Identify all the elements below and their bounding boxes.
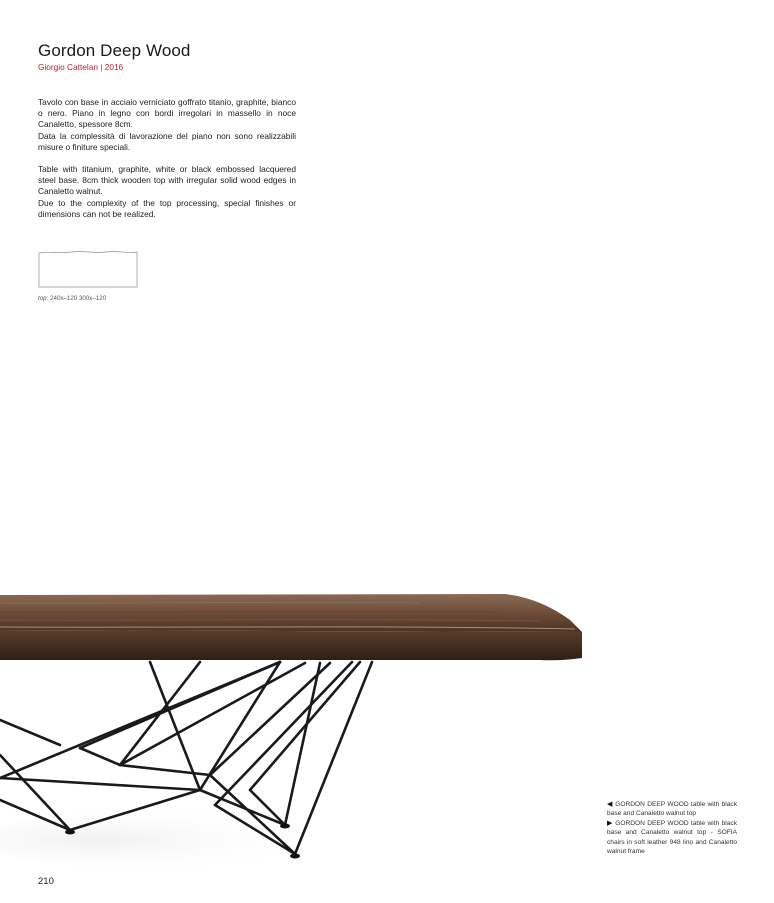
floor-shadow bbox=[0, 810, 380, 870]
wooden-table-top bbox=[0, 594, 582, 660]
description-en-paragraph: Due to the complexity of the top processing, special finishes or dimensions can not be realized. bbox=[38, 197, 296, 219]
caption-text: GORDON DEEP WOOD table with black base and Canaletto walnut top bbox=[607, 801, 737, 818]
page-number: 210 bbox=[38, 876, 54, 887]
description-it-paragraph: Tavolo con base in acciaio verniciato goffrato titanio, graphite, bianco o nero. Piano in legno con bordi irregolari in massello in noce Canaletto, spessore 8cm. bbox=[38, 97, 296, 130]
designer-credit: Giorgio Cattelan | 2016 bbox=[38, 62, 124, 72]
right-arrow-icon: ▶ bbox=[607, 819, 613, 827]
product-title: Gordon Deep Wood bbox=[38, 41, 191, 60]
description-it-paragraph: Data la complessità di lavorazione del piano non sono realizzabili misure o finiture speciali. bbox=[38, 130, 296, 152]
top-sizes-values: 240x–120 300x–120 bbox=[50, 295, 107, 302]
caption-entry bbox=[607, 800, 737, 819]
top-sizes-label: top: bbox=[38, 295, 49, 302]
table-top-outline-icon bbox=[38, 249, 138, 289]
caption-entry bbox=[607, 819, 737, 857]
left-arrow-icon: ◀ bbox=[607, 801, 613, 808]
description-english bbox=[38, 164, 296, 220]
caption-text: GORDON DEEP WOOD table with black base and Canaletto walnut top - SOFIA chairs in soft leather 948 lino and Canaletto walnut frame bbox=[607, 819, 737, 856]
top-sizes bbox=[38, 295, 106, 302]
photo-caption bbox=[607, 800, 737, 856]
description-en-paragraph: Table with titanium, graphite, white or black embossed lacquered steel base. 8cm thick wooden top with irregular solid wood edges in Canaletto walnut. bbox=[38, 164, 296, 197]
description-italian bbox=[38, 97, 296, 153]
